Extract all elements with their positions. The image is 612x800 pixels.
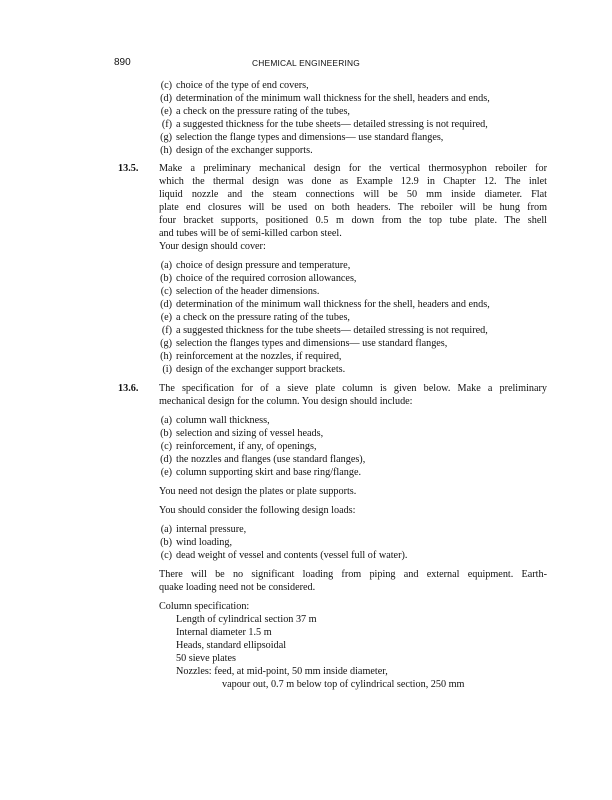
spec-line: vapour out, 0.7 m below top of cylindrical section, 250 mm bbox=[222, 679, 465, 690]
running-title: CHEMICAL ENGINEERING bbox=[252, 58, 360, 68]
list-item: (b) wind loading, bbox=[160, 537, 233, 548]
list-item: (a) choice of design pressure and temperature, bbox=[160, 260, 351, 271]
paragraph-line: You need not design the plates or plate supports. bbox=[159, 486, 357, 497]
list-item: (g) selection the flange types and dimensions— use standard flanges, bbox=[160, 132, 444, 143]
paragraph-line: Your design should cover: bbox=[159, 241, 266, 252]
page-header bbox=[0, 57, 612, 71]
list-item: (h) reinforcement at the nozzles, if required, bbox=[160, 351, 342, 362]
page-number: 890 bbox=[114, 57, 131, 68]
paragraph-line: and tubes will be of semi-killed carbon steel. bbox=[159, 228, 342, 239]
list-item: (c) reinforcement, if any, of openings, bbox=[160, 441, 317, 452]
list-item: (h) design of the exchanger supports. bbox=[160, 145, 313, 156]
list-item: (c) selection of the header dimensions. bbox=[160, 286, 320, 297]
paragraph-line: You should consider the following design loads: bbox=[159, 505, 356, 516]
paragraph-line: There will be no significant loading from piping and external equipment. Earth- bbox=[159, 569, 547, 580]
list-item: (e) column supporting skirt and base ring/flange. bbox=[160, 467, 362, 478]
paragraph-line: four bracket supports, positioned 0.5 m down from the top tube plate. The shell bbox=[159, 215, 547, 226]
spec-line: Length of cylindrical section 37 m bbox=[176, 614, 317, 625]
list-item: (f) a suggested thickness for the tube sheets— detailed stressing is not required, bbox=[161, 325, 488, 336]
spec-line: Internal diameter 1.5 m bbox=[176, 627, 272, 638]
list-item: (f) a suggested thickness for the tube sheets— detailed stressing is not required, bbox=[161, 119, 488, 130]
list-item: (d) determination of the minimum wall thickness for the shell, headers and ends, bbox=[160, 299, 490, 310]
list-item: (g) selection the flanges types and dimensions— use standard flanges, bbox=[160, 338, 448, 349]
list-item: (d) the nozzles and flanges (use standard flanges), bbox=[160, 454, 366, 465]
list-item: (c) dead weight of vessel and contents (vessel full of water). bbox=[160, 550, 408, 561]
list-item: (a) column wall thickness, bbox=[160, 415, 270, 426]
paragraph-line: mechanical design for the column. You design should include: bbox=[159, 396, 413, 407]
paragraph-line: plate end closures will be used on both headers. The reboiler will be hung from bbox=[159, 202, 547, 213]
paragraph-line: which the thermal design was done as Example 12.9 in Chapter 12. The inlet bbox=[159, 176, 547, 187]
problem-number: 13.5. bbox=[118, 163, 139, 174]
list-item: (e) a check on the pressure rating of the tubes, bbox=[160, 106, 350, 117]
spec-line: 50 sieve plates bbox=[176, 653, 236, 664]
list-item: (c) choice of the type of end covers, bbox=[160, 80, 309, 91]
paragraph-line: Make a preliminary mechanical design for the vertical thermosyphon reboiler for bbox=[159, 163, 547, 174]
list-item: (d) determination of the minimum wall thickness for the shell, headers and ends, bbox=[160, 93, 490, 104]
list-item: (b) choice of the required corrosion allowances, bbox=[160, 273, 357, 284]
problem-number: 13.6. bbox=[118, 383, 139, 394]
list-item: (b) selection and sizing of vessel heads, bbox=[160, 428, 324, 439]
paragraph-line: liquid nozzle and the steam connections will be 50 mm inside diameter. Flat bbox=[159, 189, 547, 200]
list-item: (a) internal pressure, bbox=[160, 524, 247, 535]
spec-title: Column specification: bbox=[159, 601, 250, 612]
paragraph-line: The specification for of a sieve plate column is given below. Make a preliminary bbox=[159, 383, 547, 394]
list-item: (e) a check on the pressure rating of the tubes, bbox=[160, 312, 350, 323]
spec-line: Nozzles: feed, at mid-point, 50 mm inside diameter, bbox=[176, 666, 388, 677]
paragraph-line: quake loading need not be considered. bbox=[159, 582, 316, 593]
spec-line: Heads, standard ellipsoidal bbox=[176, 640, 287, 651]
list-item: (i) design of the exchanger support brackets. bbox=[162, 364, 346, 375]
